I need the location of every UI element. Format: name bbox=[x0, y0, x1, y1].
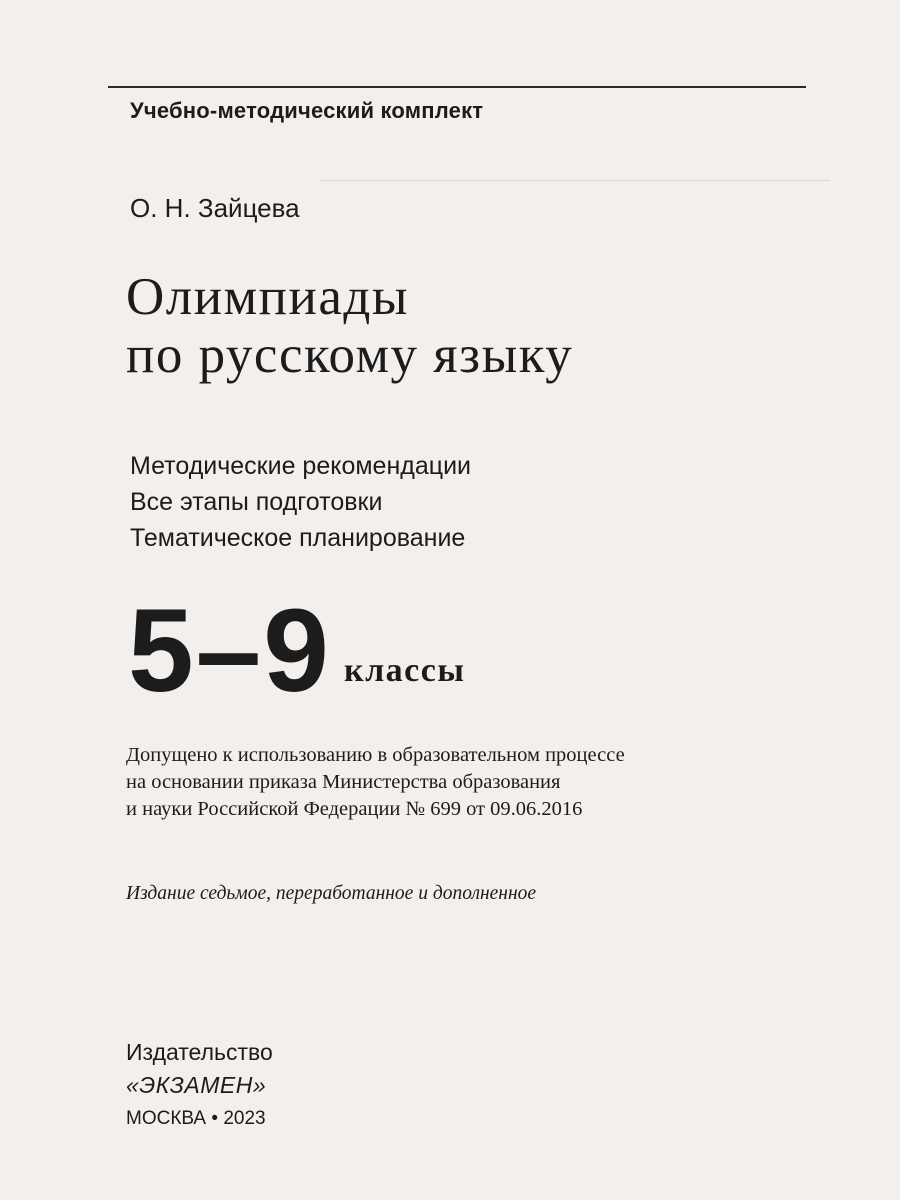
feature-item: Тематическое планирование bbox=[130, 524, 466, 552]
publisher-label: Издательство bbox=[126, 1039, 273, 1065]
feature-item: Методические рекомендации bbox=[130, 452, 472, 480]
title-line-1: Олимпиады bbox=[126, 268, 409, 326]
top-rule bbox=[108, 86, 806, 88]
publisher-name: «ЭКЗАМЕН» bbox=[126, 1072, 267, 1098]
title-line-2: по русскому языку bbox=[126, 326, 574, 384]
publisher-block bbox=[126, 1036, 273, 1135]
approval-line: Допущено к использованию в образовательном процессе bbox=[126, 744, 625, 766]
feature-list bbox=[130, 448, 471, 556]
grade-range: 5–9 bbox=[128, 585, 331, 717]
approval-statement bbox=[126, 742, 625, 823]
feature-item: Все этапы подготовки bbox=[130, 488, 383, 516]
series-label: Учебно-методический комплект bbox=[130, 98, 484, 123]
publisher-city-year: МОСКВА • 2023 bbox=[126, 1108, 266, 1129]
classes-label: классы bbox=[344, 652, 466, 689]
approval-line: и науки Российской Федерации № 699 от 09.06.2016 bbox=[126, 798, 583, 820]
approval-line: на основании приказа Министерства образования bbox=[126, 771, 561, 793]
author-name: О. Н. Зайцева bbox=[130, 193, 300, 223]
edition-note: Издание седьмое, переработанное и дополненное bbox=[126, 883, 537, 904]
book-title bbox=[126, 268, 573, 384]
show-through-texture: ──────────────────────────────────────────────── bbox=[319, 173, 830, 189]
